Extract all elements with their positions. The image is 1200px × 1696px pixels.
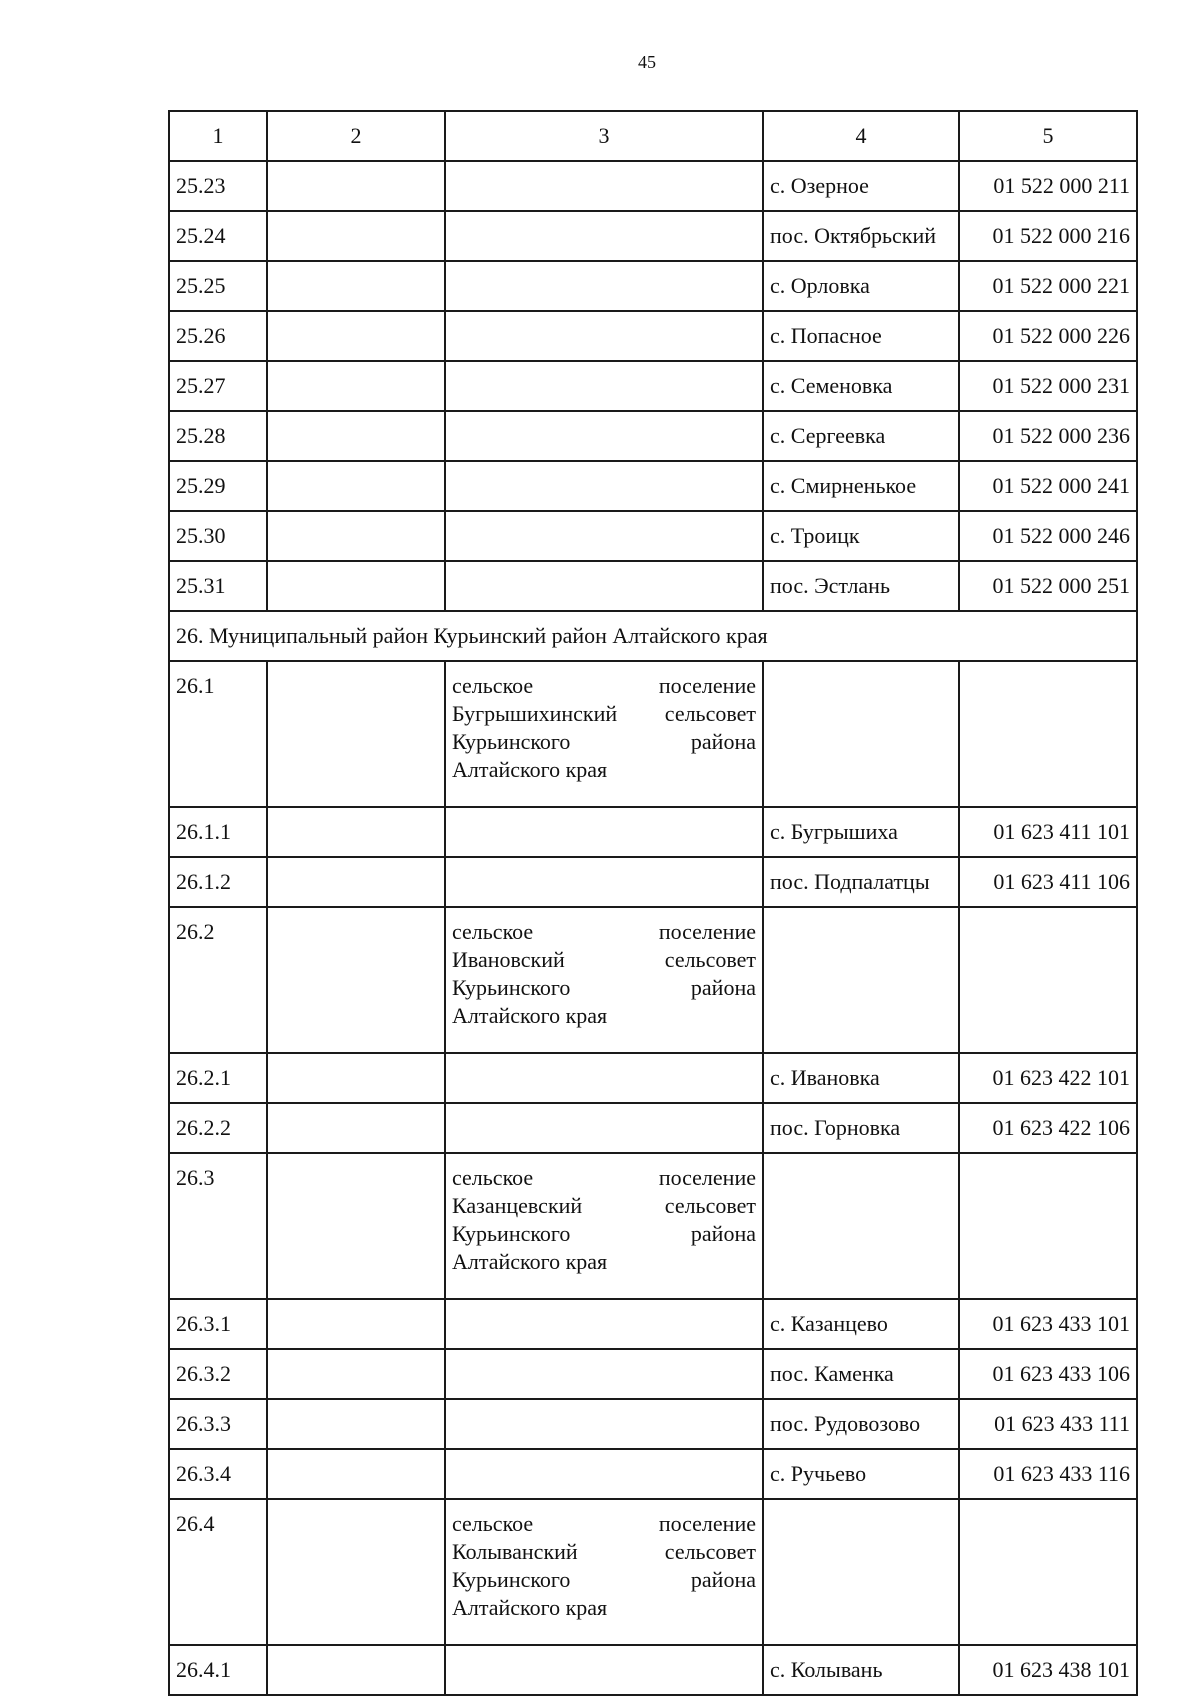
empty-cell (445, 1053, 763, 1103)
settlement-name: пос. Горновка (763, 1103, 959, 1153)
description-word: района (690, 729, 756, 754)
oktmo-code: 01 623 422 101 (959, 1053, 1137, 1103)
settlement-name: с. Бугрышиха (763, 807, 959, 857)
description-word: сельское (452, 673, 534, 698)
empty-cell (267, 1153, 445, 1299)
empty-cell (445, 161, 763, 211)
empty-cell (267, 1449, 445, 1499)
municipality-row (169, 907, 1137, 1053)
table-body (169, 111, 1137, 1695)
settlement-name: с. Орловка (763, 261, 959, 311)
section-title: 26. Муниципальный район Курьинский район Алтайского края (169, 611, 1137, 661)
settlement-name: с. Казанцево (763, 1299, 959, 1349)
oktmo-code: 01 522 000 216 (959, 211, 1137, 261)
description-word: Курьинского (452, 1567, 571, 1592)
table-row (169, 161, 1137, 211)
empty-cell (267, 1053, 445, 1103)
description-word: Курьинского (452, 975, 571, 1000)
description-line (452, 1164, 756, 1192)
description-line (452, 946, 756, 974)
description-word: Казанцевский (452, 1193, 583, 1218)
empty-cell (445, 807, 763, 857)
description-line (452, 1220, 756, 1248)
empty-cell (267, 1499, 445, 1645)
row-code: 26.3 (169, 1153, 267, 1299)
description-line (452, 756, 756, 784)
description-word: поселение (658, 673, 756, 698)
municipality-row (169, 661, 1137, 807)
row-code: 26.4 (169, 1499, 267, 1645)
description-word: Бугрышихинский (452, 701, 618, 726)
empty-cell (267, 907, 445, 1053)
description-line (452, 1248, 756, 1276)
row-code: 26.3.4 (169, 1449, 267, 1499)
municipality-row (169, 1499, 1137, 1645)
row-code: 26.3.1 (169, 1299, 267, 1349)
table-row (169, 311, 1137, 361)
description-word: Ивановский (452, 947, 565, 972)
description-line (452, 700, 756, 728)
empty-cell (445, 461, 763, 511)
description-line (452, 974, 756, 1002)
oktmo-code: 01 522 000 226 (959, 311, 1137, 361)
description-word: Колыванский (452, 1539, 578, 1564)
description-word: Алтайского края (452, 1003, 608, 1028)
empty-cell (267, 511, 445, 561)
description-word: поселение (658, 1511, 756, 1536)
section-header-row (169, 611, 1137, 661)
row-code: 26.3.3 (169, 1399, 267, 1449)
description-word: поселение (658, 919, 756, 944)
empty-cell (267, 411, 445, 461)
table-row (169, 261, 1137, 311)
row-code: 26.2.1 (169, 1053, 267, 1103)
oktmo-code: 01 522 000 246 (959, 511, 1137, 561)
settlement-name: пос. Каменка (763, 1349, 959, 1399)
oktmo-code: 01 522 000 241 (959, 461, 1137, 511)
settlement-name: с. Смирненькое (763, 461, 959, 511)
municipality-description (445, 907, 763, 1053)
empty-cell (267, 807, 445, 857)
oktmo-code: 01 623 422 106 (959, 1103, 1137, 1153)
table-row (169, 1399, 1137, 1449)
row-code: 26.4.1 (169, 1645, 267, 1695)
settlement-name: с. Ивановка (763, 1053, 959, 1103)
empty-cell (267, 261, 445, 311)
empty-cell (445, 1399, 763, 1449)
description-word: Алтайского края (452, 1249, 608, 1274)
settlement-name: с. Троицк (763, 511, 959, 561)
empty-cell (445, 1449, 763, 1499)
description-word: сельсовет (664, 701, 756, 726)
column-header-4: 4 (763, 111, 959, 161)
empty-cell (445, 1299, 763, 1349)
description-word: сельсовет (664, 947, 756, 972)
description-line (452, 1566, 756, 1594)
oktmo-code: 01 623 411 106 (959, 857, 1137, 907)
empty-cell (763, 661, 959, 807)
description-word: сельсовет (664, 1193, 756, 1218)
empty-cell (959, 907, 1137, 1053)
row-code: 25.23 (169, 161, 267, 211)
header-row (169, 111, 1137, 161)
empty-cell (267, 461, 445, 511)
oktmo-code: 01 522 000 221 (959, 261, 1137, 311)
settlement-name: с. Семеновка (763, 361, 959, 411)
empty-cell (267, 857, 445, 907)
empty-cell (267, 561, 445, 611)
empty-cell (445, 211, 763, 261)
empty-cell (763, 907, 959, 1053)
description-word: сельское (452, 1511, 534, 1536)
empty-cell (267, 311, 445, 361)
empty-cell (445, 857, 763, 907)
table-row (169, 1645, 1137, 1695)
empty-cell (267, 211, 445, 261)
description-word: сельское (452, 919, 534, 944)
table-row (169, 411, 1137, 461)
settlements-table (168, 110, 1138, 1696)
description-line (452, 672, 756, 700)
empty-cell (267, 1103, 445, 1153)
settlement-name: с. Ручьево (763, 1449, 959, 1499)
description-line (452, 1594, 756, 1622)
table-row (169, 211, 1137, 261)
municipality-description (445, 661, 763, 807)
description-word: района (690, 975, 756, 1000)
row-code: 26.1.2 (169, 857, 267, 907)
settlement-name: пос. Октябрьский (763, 211, 959, 261)
description-word: Алтайского края (452, 757, 608, 782)
description-line (452, 1510, 756, 1538)
table-row (169, 1349, 1137, 1399)
row-code: 26.1 (169, 661, 267, 807)
municipality-row (169, 1153, 1137, 1299)
description-word: Курьинского (452, 729, 571, 754)
table-row (169, 1053, 1137, 1103)
row-code: 26.2.2 (169, 1103, 267, 1153)
oktmo-code: 01 623 433 106 (959, 1349, 1137, 1399)
row-code: 25.27 (169, 361, 267, 411)
column-header-5: 5 (959, 111, 1137, 161)
description-line (452, 1538, 756, 1566)
settlement-name: пос. Рудовозово (763, 1399, 959, 1449)
row-code: 26.1.1 (169, 807, 267, 857)
empty-cell (959, 1499, 1137, 1645)
table-row (169, 361, 1137, 411)
page-number: 45 (638, 52, 656, 72)
settlement-name: с. Колывань (763, 1645, 959, 1695)
table-row (169, 511, 1137, 561)
row-code: 25.26 (169, 311, 267, 361)
settlement-name: с. Озерное (763, 161, 959, 211)
empty-cell (267, 361, 445, 411)
empty-cell (445, 511, 763, 561)
empty-cell (445, 261, 763, 311)
table-row (169, 1449, 1137, 1499)
oktmo-code: 01 522 000 231 (959, 361, 1137, 411)
row-code: 25.31 (169, 561, 267, 611)
oktmo-code: 01 623 433 116 (959, 1449, 1137, 1499)
oktmo-code: 01 522 000 236 (959, 411, 1137, 461)
settlement-name: пос. Подпалатцы (763, 857, 959, 907)
empty-cell (267, 1645, 445, 1695)
empty-cell (763, 1499, 959, 1645)
empty-cell (445, 561, 763, 611)
table-row (169, 461, 1137, 511)
empty-cell (267, 161, 445, 211)
description-word: сельсовет (664, 1539, 756, 1564)
settlement-name: пос. Эстлань (763, 561, 959, 611)
oktmo-code: 01 623 438 101 (959, 1645, 1137, 1695)
row-code: 25.24 (169, 211, 267, 261)
settlement-name: с. Сергеевка (763, 411, 959, 461)
row-code: 25.29 (169, 461, 267, 511)
empty-cell (445, 1645, 763, 1695)
description-line (452, 918, 756, 946)
municipality-description (445, 1153, 763, 1299)
empty-cell (445, 1349, 763, 1399)
empty-cell (267, 1349, 445, 1399)
row-code: 26.3.2 (169, 1349, 267, 1399)
description-word: Курьинского (452, 1221, 571, 1246)
row-code: 25.30 (169, 511, 267, 561)
description-word: сельское (452, 1165, 534, 1190)
empty-cell (959, 661, 1137, 807)
row-code: 25.25 (169, 261, 267, 311)
table-row (169, 857, 1137, 907)
settlement-name: с. Попасное (763, 311, 959, 361)
column-header-3: 3 (445, 111, 763, 161)
table-row (169, 807, 1137, 857)
oktmo-code: 01 623 433 111 (959, 1399, 1137, 1449)
oktmo-code: 01 522 000 211 (959, 161, 1137, 211)
oktmo-code: 01 522 000 251 (959, 561, 1137, 611)
empty-cell (959, 1153, 1137, 1299)
empty-cell (445, 311, 763, 361)
empty-cell (445, 361, 763, 411)
empty-cell (445, 1103, 763, 1153)
column-header-1: 1 (169, 111, 267, 161)
table-row (169, 561, 1137, 611)
empty-cell (445, 411, 763, 461)
table-row (169, 1299, 1137, 1349)
description-word: района (690, 1567, 756, 1592)
empty-cell (267, 661, 445, 807)
oktmo-code: 01 623 411 101 (959, 807, 1137, 857)
description-line (452, 1002, 756, 1030)
column-header-2: 2 (267, 111, 445, 161)
description-line (452, 1192, 756, 1220)
empty-cell (267, 1399, 445, 1449)
description-word: поселение (658, 1165, 756, 1190)
row-code: 26.2 (169, 907, 267, 1053)
description-line (452, 728, 756, 756)
table-row (169, 1103, 1137, 1153)
empty-cell (267, 1299, 445, 1349)
oktmo-code: 01 623 433 101 (959, 1299, 1137, 1349)
empty-cell (763, 1153, 959, 1299)
description-word: района (690, 1221, 756, 1246)
description-word: Алтайского края (452, 1595, 608, 1620)
row-code: 25.28 (169, 411, 267, 461)
municipality-description (445, 1499, 763, 1645)
